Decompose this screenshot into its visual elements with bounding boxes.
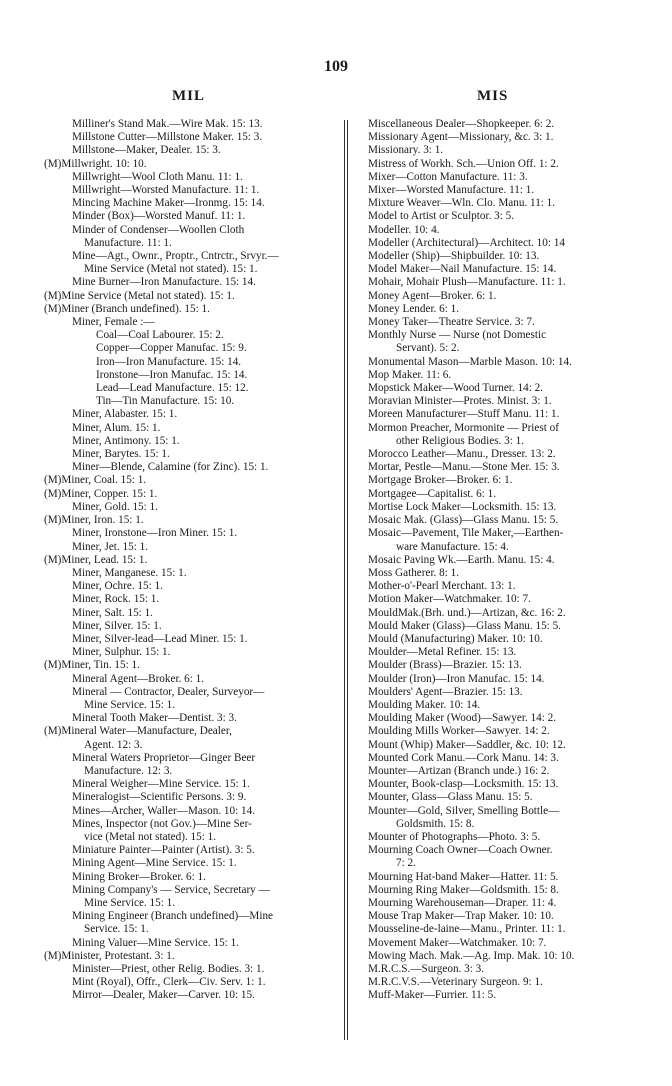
index-entry: Minister—Priest, other Relig. Bodies. 3: 1. bbox=[72, 963, 265, 975]
index-entry: Manufacture. 12: 3. bbox=[84, 764, 173, 777]
index-entry: (M)Miner, Tin. 15: 1. bbox=[44, 659, 140, 672]
index-entry: Moulder (Iron)—Iron Manufac. 15: 14. bbox=[368, 672, 545, 685]
index-entry: Miner, Salt. 15: 1. bbox=[72, 606, 153, 619]
index-entry: Miniature Painter—Painter (Artist). 3: 5. bbox=[72, 844, 255, 857]
index-entry: Mouse Trap Maker—Trap Maker. 10: 10. bbox=[368, 910, 554, 923]
index-entry: (M)Minister, Protestant. 3: 1. bbox=[44, 949, 175, 962]
index-entry: Money Lender. 6: 1. bbox=[368, 302, 460, 315]
index-entry: Mirror—Dealer, Maker—Carver. 10: 15. bbox=[72, 989, 255, 1002]
column-divider bbox=[344, 120, 345, 1040]
index-entry: Moravian Minister—Protes. Minist. 3: 1. bbox=[368, 395, 552, 408]
index-entry: Coal—Coal Labourer. 15: 2. bbox=[96, 329, 224, 342]
left-column-header: MIL bbox=[172, 88, 205, 104]
index-entry: Copper—Copper Manufac. 15: 9. bbox=[96, 342, 247, 355]
index-entry: Miner, Antimony. 15: 1. bbox=[72, 434, 180, 447]
index-entry: Motion Maker—Watchmaker. 10: 7. bbox=[368, 593, 531, 606]
index-entry: Miner, Manganese. 15: 1. bbox=[72, 566, 187, 579]
index-entry: Mining Agent—Mine Service. 15: 1. bbox=[72, 857, 237, 870]
column-divider bbox=[347, 120, 348, 1040]
index-entry: Mistress of Workh. Sch.—Union Off. 1: 2. bbox=[368, 157, 559, 170]
index-entry: other Religious Bodies. 3: 1. bbox=[396, 434, 525, 447]
index-entry: Mines—Archer, Waller—Mason. 10: 14. bbox=[72, 804, 256, 817]
index-entry: Miner, Rock. 15: 1. bbox=[72, 593, 160, 606]
index-entry: (M)Miner, Coal. 15: 1. bbox=[44, 474, 147, 487]
index-entry: Millstone—Maker, Dealer. 15: 3. bbox=[72, 144, 221, 157]
index-entry: Mines, Inspector (not Gov.)—Mine Ser- bbox=[72, 817, 252, 830]
index-entry: Mortise Lock Maker—Locksmith. 15: 13. bbox=[368, 500, 557, 513]
index-entry: Mosaic—Pavement, Tile Maker,—Earthen- bbox=[368, 527, 564, 540]
index-entry: (M)Miner, Lead. 15: 1. bbox=[44, 553, 148, 566]
index-entry: Mixer—Cotton Manufacture. 11: 3. bbox=[368, 170, 528, 183]
index-entry: Tin—Tin Manufacture. 15: 10. bbox=[96, 395, 235, 408]
index-entry: Mounted Cork Manu.—Cork Manu. 14: 3. bbox=[368, 751, 559, 764]
index-entry: Mowing Mach. Mak.—Ag. Imp. Mak. 10: 10. bbox=[368, 949, 575, 962]
index-entry: Mincing Machine Maker—Ironmg. 15: 14. bbox=[72, 197, 265, 210]
index-entry: Mortgage Broker—Broker. 6: 1. bbox=[368, 474, 513, 487]
index-entry: Model Maker—Nail Manufacture. 15: 14. bbox=[368, 263, 557, 276]
index-entry: Millstone Cutter—Millstone Maker. 15: 3. bbox=[72, 131, 263, 144]
index-entry: Mount (Whip) Maker—Saddler, &c. 10: 12. bbox=[368, 738, 566, 751]
index-entry: Mining Engineer (Branch undefined)—Mine bbox=[72, 910, 274, 923]
index-entry: Mortar, Pestle—Manu.—Stone Mer. 15: 3. bbox=[368, 461, 560, 474]
index-entry: Mourning Ring Maker—Goldsmith. 15: 8. bbox=[368, 883, 559, 896]
index-entry: Moulder—Metal Refiner. 15: 13. bbox=[368, 646, 517, 659]
index-entry: Mine Burner—Iron Manufacture. 15: 14. bbox=[72, 276, 256, 289]
index-entry: Modeller (Ship)—Shipbuilder. 10: 13. bbox=[368, 250, 540, 263]
index-entry: Morocco Leather—Manu., Dresser. 13: 2. bbox=[368, 448, 556, 461]
index-entry: Moulding Maker. 10: 14. bbox=[368, 698, 481, 711]
index-entry: 7: 2. bbox=[396, 857, 416, 870]
index-entry: Miner, Sulphur. 15: 1. bbox=[72, 646, 171, 659]
index-entry: M.R.C.V.S.—Veterinary Surgeon. 9: 1. bbox=[368, 976, 543, 989]
index-entry: Miscellaneous Dealer—Shopkeeper. 6: 2. bbox=[368, 118, 555, 130]
index-entry: ware Manufacture. 15: 4. bbox=[396, 540, 509, 553]
index-entry: Mint (Royal), Offr., Clerk—Civ. Serv. 1: 1. bbox=[72, 976, 266, 989]
index-entry: Moulding Maker (Wood)—Sawyer. 14: 2. bbox=[368, 712, 557, 725]
index-entry: Mineral Weigher—Mine Service. 15: 1. bbox=[72, 778, 250, 791]
index-entry: Mining Broker—Broker. 6: 1. bbox=[72, 870, 206, 883]
index-entry: Moss Gatherer. 8: 1. bbox=[368, 566, 460, 579]
index-entry: Minder (Box)—Worsted Manuf. 11: 1. bbox=[72, 210, 246, 223]
index-entry: Miner, Gold. 15: 1. bbox=[72, 500, 158, 513]
index-entry: Money Agent—Broker. 6: 1. bbox=[368, 289, 497, 302]
index-entry: Mother-o'-Pearl Merchant. 13: 1. bbox=[368, 580, 516, 593]
left-index-column bbox=[44, 118, 339, 1003]
index-entry: Mormon Preacher, Mormonite — Priest of bbox=[368, 421, 559, 434]
index-entry: Mortgagee—Capitalist. 6: 1. bbox=[368, 487, 497, 500]
index-entry: vice (Metal not stated). 15: 1. bbox=[84, 830, 217, 843]
index-entry: Agent. 12: 3. bbox=[84, 738, 143, 751]
index-entry: Miner—Blende, Calamine (for Zinc). 15: 1. bbox=[72, 461, 269, 474]
index-entry: Money Taker—Theatre Service. 3: 7. bbox=[368, 316, 535, 329]
index-entry: Miner, Female :— bbox=[72, 316, 155, 329]
page-number: 109 bbox=[324, 58, 348, 75]
index-entry: Modeller (Architectural)—Architect. 10: 14 bbox=[368, 236, 565, 249]
index-entry: Mine—Agt., Ownr., Proptr., Cntrctr., Srvyr.— bbox=[72, 250, 279, 263]
index-entry: Mineral Agent—Broker. 6: 1. bbox=[72, 672, 205, 685]
index-entry: Milliner's Stand Mak.—Wire Mak. 15: 13. bbox=[72, 118, 263, 130]
index-entry: Modeller. 10: 4. bbox=[368, 223, 440, 236]
index-entry: Miner, Silver. 15: 1. bbox=[72, 619, 162, 632]
index-entry: Mopstick Maker—Wood Turner. 14: 2. bbox=[368, 382, 543, 395]
index-entry: Millwright—Wool Cloth Manu. 11: 1. bbox=[72, 170, 243, 183]
index-entry: Mineral — Contractor, Dealer, Surveyor— bbox=[72, 685, 265, 698]
index-entry: Miner, Silver-lead—Lead Miner. 15: 1. bbox=[72, 632, 248, 645]
index-entry: Servant). 5: 2. bbox=[396, 342, 460, 355]
index-entry: Monthly Nurse — Nurse (not Domestic bbox=[368, 329, 547, 342]
index-entry: Moreen Manufacturer—Stuff Manu. 11: 1. bbox=[368, 408, 560, 421]
index-entry: Mohair, Mohair Plush—Manufacture. 11: 1. bbox=[368, 276, 566, 289]
index-entry: Muff-Maker—Furrier. 11: 5. bbox=[368, 989, 497, 1002]
index-entry: Mixture Weaver—Wln. Clo. Manu. 11: 1. bbox=[368, 197, 556, 210]
index-entry: Miner, Ironstone—Iron Miner. 15: 1. bbox=[72, 527, 238, 540]
index-entry: Missionary Agent—Missionary, &c. 3: 1. bbox=[368, 131, 554, 144]
index-entry: (M)Mineral Water—Manufacture, Dealer, bbox=[44, 725, 232, 738]
index-entry: Mounter, Book-clasp—Locksmith. 15: 13. bbox=[368, 778, 559, 791]
index-entry: Mourning Hat-band Maker—Hatter. 11: 5. bbox=[368, 870, 559, 883]
index-entry: (M)Millwright. 10: 10. bbox=[44, 157, 147, 170]
index-entry: Mine Service (Metal not stated). 15: 1. bbox=[84, 263, 258, 276]
index-entry: Mining Valuer—Mine Service. 15: 1. bbox=[72, 936, 239, 949]
index-entry: Miner, Barytes. 15: 1. bbox=[72, 448, 170, 461]
index-entry: Minder of Condenser—Woollen Cloth bbox=[72, 223, 245, 236]
index-entry: Missionary. 3: 1. bbox=[368, 144, 444, 157]
index-entry: Lead—Lead Manufacture. 15: 12. bbox=[96, 382, 249, 395]
index-entry: Mourning Warehouseman—Draper. 11: 4. bbox=[368, 896, 557, 909]
index-entry: MouldMak.(Brh. und.)—Artizan, &c. 16: 2. bbox=[368, 606, 566, 619]
index-entry: Moulders' Agent—Brazier. 15: 13. bbox=[368, 685, 523, 698]
index-entry: (M)Mine Service (Metal not stated). 15: 1. bbox=[44, 289, 235, 302]
index-entry: Miner, Alum. 15: 1. bbox=[72, 421, 161, 434]
index-entry: Mounter—Gold, Silver, Smelling Bottle— bbox=[368, 804, 560, 817]
right-column-header: MIS bbox=[477, 88, 509, 104]
index-entry: Miner, Alabaster. 15: 1. bbox=[72, 408, 178, 421]
index-entry: Goldsmith. 15: 8. bbox=[396, 817, 475, 830]
index-entry: Mine Service. 15: 1. bbox=[84, 896, 176, 909]
index-entry: Mounter—Artizan (Branch unde.) 16: 2. bbox=[368, 764, 550, 777]
index-entry: Mosaic Mak. (Glass)—Glass Manu. 15: 5. bbox=[368, 514, 559, 527]
index-entry: Mining Company's — Service, Secretary — bbox=[72, 883, 270, 896]
index-entry: M.R.C.S.—Surgeon. 3: 3. bbox=[368, 963, 485, 975]
index-entry: Mineral Tooth Maker—Dentist. 3: 3. bbox=[72, 712, 237, 725]
index-entry: Iron—Iron Manufacture. 15: 14. bbox=[96, 355, 242, 368]
index-entry: Mould (Manufacturing) Maker. 10: 10. bbox=[368, 632, 543, 645]
index-entry: Monumental Mason—Marble Mason. 10: 14. bbox=[368, 355, 572, 368]
index-entry: Moulder (Brass)—Brazier. 15: 13. bbox=[368, 659, 522, 672]
index-entry: Mineral Waters Proprietor—Ginger Beer bbox=[72, 751, 256, 764]
index-entry: (M)Miner, Copper. 15: 1. bbox=[44, 487, 158, 500]
index-entry: Mousseline-de-laine—Manu., Printer. 11: 1. bbox=[368, 923, 566, 936]
index-entry: Moulding Mills Worker—Sawyer. 14: 2. bbox=[368, 725, 550, 738]
index-entry: Service. 15: 1. bbox=[84, 923, 149, 936]
index-entry: Mineralogist—Scientific Persons. 3: 9. bbox=[72, 791, 247, 804]
index-entry: Mould Maker (Glass)—Glass Manu. 15: 5. bbox=[368, 619, 561, 632]
index-entry: Mosaic Paving Wk.—Earth. Manu. 15: 4. bbox=[368, 553, 555, 566]
index-entry: Mourning Coach Owner—Coach Owner. bbox=[368, 844, 553, 857]
index-entry: Manufacture. 11: 1. bbox=[84, 236, 172, 249]
index-entry: Millwright—Worsted Manufacture. 11: 1. bbox=[72, 184, 260, 197]
index-entry: Model to Artist or Sculptor. 3: 5. bbox=[368, 210, 515, 223]
index-entry: Ironstone—Iron Manufac. 15: 14. bbox=[96, 368, 248, 381]
index-entry: Mine Service. 15: 1. bbox=[84, 698, 176, 711]
index-entry: Mixer—Worsted Manufacture. 11: 1. bbox=[368, 184, 535, 197]
index-entry: Miner, Jet. 15: 1. bbox=[72, 540, 148, 553]
index-entry: Movement Maker—Watchmaker. 10: 7. bbox=[368, 936, 547, 949]
right-index-column bbox=[368, 118, 628, 1003]
index-entry: Miner, Ochre. 15: 1. bbox=[72, 580, 163, 593]
index-entry: Mounter, Glass—Glass Manu. 15: 5. bbox=[368, 791, 533, 804]
index-entry: Mounter of Photographs—Photo. 3: 5. bbox=[368, 830, 541, 843]
index-entry: Mop Maker. 11: 6. bbox=[368, 368, 452, 381]
index-entry: (M)Miner (Branch undefined). 15: 1. bbox=[44, 302, 210, 315]
index-entry: (M)Miner, Iron. 15: 1. bbox=[44, 514, 144, 527]
